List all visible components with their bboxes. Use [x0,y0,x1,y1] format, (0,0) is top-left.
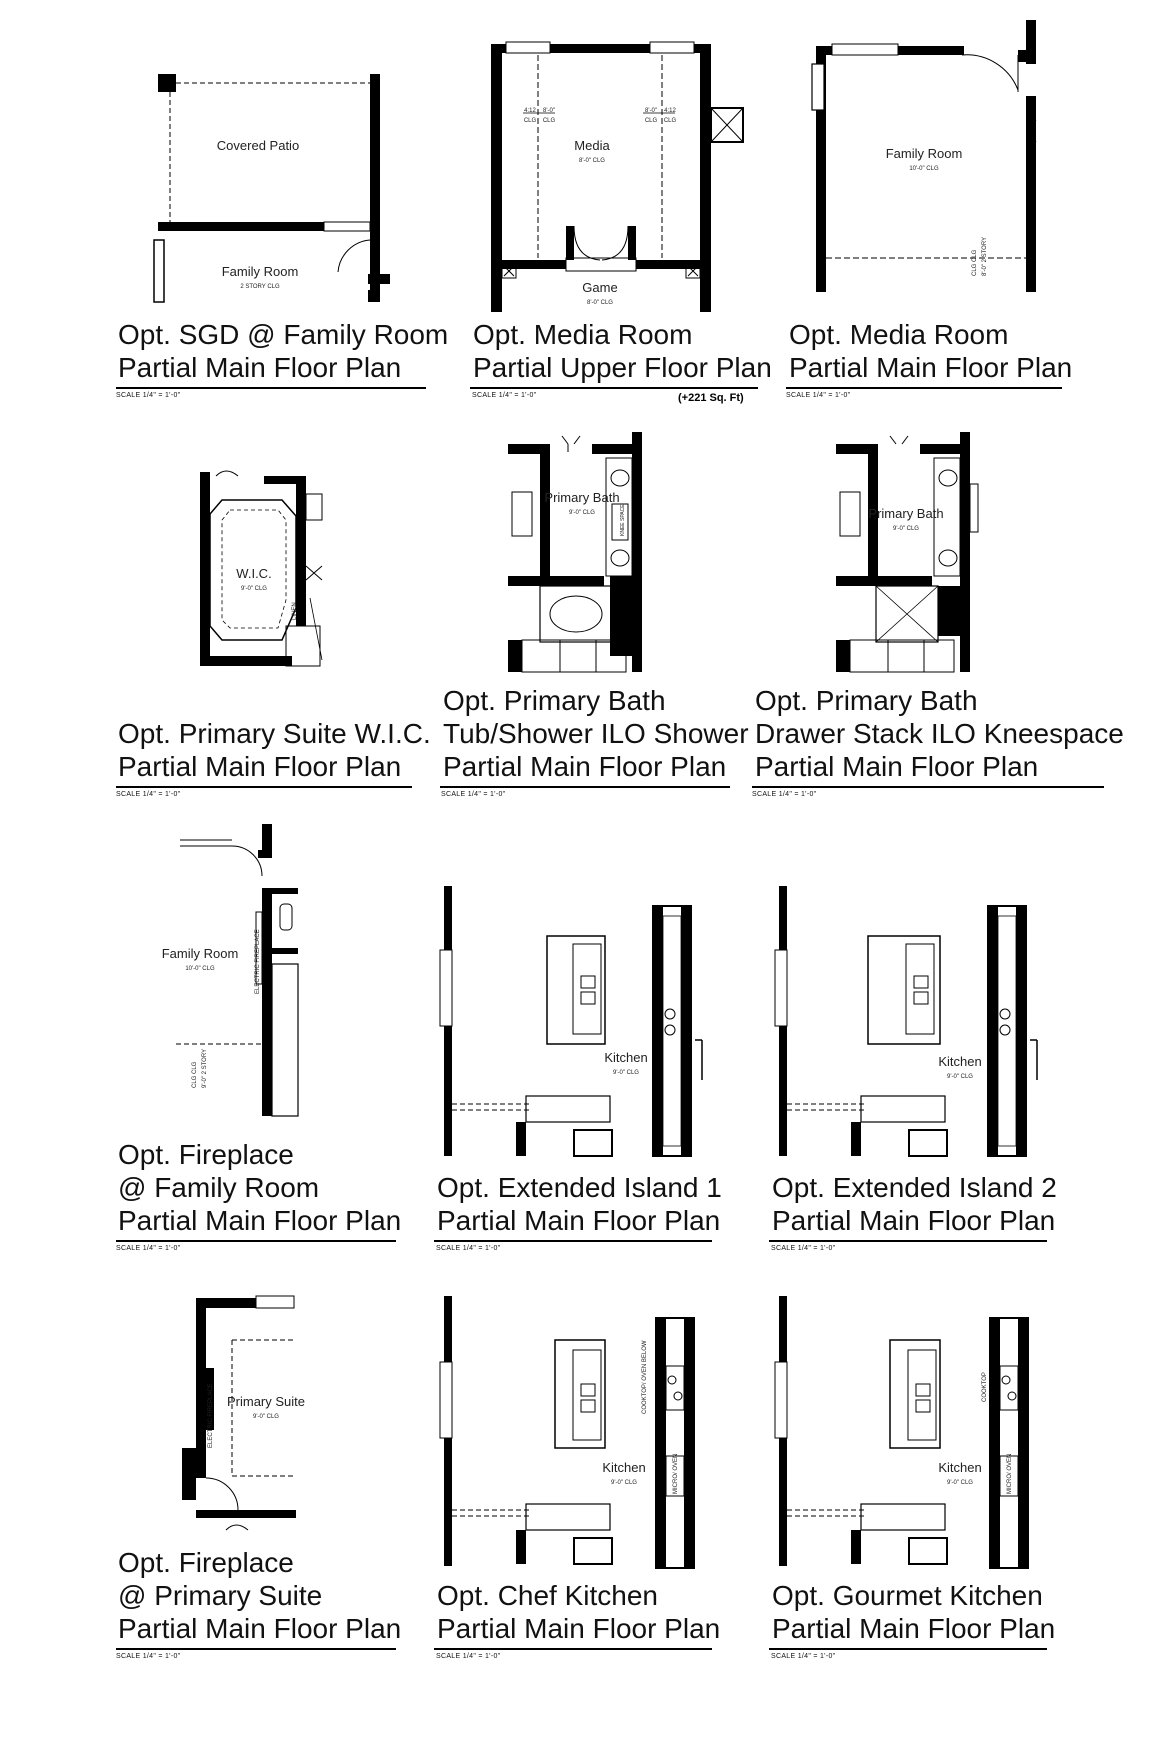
room-label: Media [574,138,610,153]
room-label: Kitchen [602,1460,646,1475]
micro-oven-label: MICRO/ OVEN [673,1453,679,1494]
ceiling-note: 9'-0" CLG [611,1480,637,1486]
caption-line: Opt. Primary Suite W.I.C. [118,718,431,749]
ceiling-note: CLG [523,118,537,124]
room-label: Family Room [885,146,963,161]
scale-note: SCALE 1/4" = 1'-0" [771,1653,836,1660]
plan-extended-island-2 [775,886,1037,1156]
scale-note: SCALE 1/4" = 1'-0" [116,392,181,399]
caption-line: Opt. Fireplace [118,1139,294,1170]
caption-line: Opt. Fireplace [118,1547,294,1578]
plan-gourmet-kitchen [775,1296,1028,1568]
caption-rule [116,786,412,788]
ceiling-note: 8'-0" [645,108,657,114]
ceiling-note: CLG [644,118,658,124]
scale-note: SCALE 1/4" = 1'-0" [752,791,817,798]
caption-line: Partial Main Floor Plan [118,1613,402,1644]
caption-rule [769,1648,1047,1650]
plan-chef-kitchen [440,1296,694,1568]
caption-rule [786,387,1062,389]
ceiling-note: 8'-0" CLG [587,300,613,306]
caption-line: Partial Main Floor Plan [443,751,727,782]
room-label: Kitchen [938,1460,982,1475]
caption-line: Partial Main Floor Plan [118,751,402,782]
cooktop-label: COOKTOP/ OVEN BELOW [642,1340,648,1414]
caption-rule [769,1240,1047,1242]
caption-rule [116,1240,396,1242]
room-label: Primary Suite [226,1394,306,1409]
ceiling-note: 9'-0" CLG [613,1070,639,1076]
ceiling-note: 10'-0" CLG [185,966,215,972]
ceiling-note: 2 STORY CLG [240,284,280,290]
ceiling-note: 9'-0" CLG [253,1414,279,1420]
plan-media-room-upper [491,42,743,312]
scale-note: SCALE 1/4" = 1'-0" [436,1245,501,1252]
scale-note: SCALE 1/4" = 1'-0" [116,1653,181,1660]
caption-rule [116,1648,396,1650]
caption-line: Opt. Media Room [473,319,693,350]
room-label: Primary Bath [544,490,620,505]
scale-note: SCALE 1/4" = 1'-0" [771,1245,836,1252]
room-label: Kitchen [604,1050,648,1065]
plan-fireplace-primary-suite [182,1296,296,1530]
ceiling-note: 4:12 [524,108,536,114]
scale-note: SCALE 1/4" = 1'-0" [116,1245,181,1252]
caption-line: @ Family Room [118,1172,320,1203]
knee-space-label: KNEE SPACE [620,504,626,536]
caption-line: Opt. Extended Island 2 [772,1172,1057,1203]
caption-line: Partial Main Floor Plan [772,1613,1056,1644]
room-label: Family Room [161,946,239,961]
ceiling-note: 8'-0" CLG [579,158,605,164]
caption-line: Partial Main Floor Plan [118,1205,402,1236]
caption-rule [752,786,1104,788]
caption-line: Partial Main Floor Plan [755,751,1039,782]
room-label: Family Room [221,264,299,279]
caption-line: Opt. Gourmet Kitchen [772,1580,1043,1611]
ceiling-note: 9'-0" CLG [893,526,919,532]
caption-rule [434,1648,712,1650]
linen-label: LINEN [292,602,298,620]
caption-rule [470,387,758,389]
caption-line: Opt. Media Room [789,319,1009,350]
caption-rule [440,786,730,788]
cooktop-label: COOKTOP [982,1372,988,1402]
plan-primary-bath-tub [508,432,642,672]
caption-line: Opt. Extended Island 1 [437,1172,722,1203]
scale-note: SCALE 1/4" = 1'-0" [472,392,537,399]
room-label: Game [582,280,618,295]
scale-note: SCALE 1/4" = 1'-0" [116,791,181,798]
ceiling-note: 9'-0" CLG [241,586,267,592]
ceiling-note: 8'-0" 2 STORY [982,236,988,276]
room-label: Kitchen [938,1054,982,1069]
caption-line: Tub/Shower ILO Shower [443,718,749,749]
plan-extended-island-1 [440,886,702,1156]
caption-rule [434,1240,712,1242]
caption-line: Opt. Chef Kitchen [437,1580,659,1611]
ceiling-note: CLG [663,118,677,124]
ceiling-note: CLG CLG [192,1061,198,1088]
caption-line: Drawer Stack ILO Kneespace [755,718,1124,749]
ceiling-note: 4:12 [664,108,676,114]
scale-note: SCALE 1/4" = 1'-0" [786,392,851,399]
micro-oven-label: MICRO/ OVEN [1007,1453,1013,1494]
caption-rule [116,387,426,389]
ceiling-note: CLG CLG [972,249,978,276]
ceiling-note: 9'-0" CLG [947,1074,973,1080]
caption-line: @ Primary Suite [118,1580,323,1611]
ceiling-note: 9'-0" CLG [569,510,595,516]
plan-primary-bath-drawer [836,432,978,672]
area-note: (+221 Sq. Ft) [678,392,744,404]
ceiling-note: 10'-0" CLG [909,166,939,172]
ceiling-note: 8'-0" [543,108,555,114]
caption-line: Opt. SGD @ Family Room [118,319,449,350]
caption-line: Opt. Primary Bath [443,685,666,716]
scale-note: SCALE 1/4" = 1'-0" [441,791,506,798]
ceiling-note: 9'-0" CLG [947,1480,973,1486]
fireplace-label: ELECTRIC FIREPLACE [255,929,261,994]
caption-line: Partial Main Floor Plan [118,352,402,383]
caption-line: Opt. Primary Bath [755,685,978,716]
ceiling-note: 9'-0" 2 STORY [202,1048,208,1088]
room-label: W.I.C. [236,566,272,581]
room-label: Covered Patio [216,138,300,153]
caption-line: Partial Main Floor Plan [772,1205,1056,1236]
ceiling-note: CLG [542,118,556,124]
scale-note: SCALE 1/4" = 1'-0" [436,1653,501,1660]
room-label: Primary Bath [868,506,944,521]
caption-line: Partial Main Floor Plan [437,1205,721,1236]
caption-line: Partial Main Floor Plan [789,352,1073,383]
caption-line: Partial Main Floor Plan [437,1613,721,1644]
fireplace-label: ELECTRIC FIREPLACE [208,1383,214,1448]
caption-line: Partial Upper Floor Plan [473,352,772,383]
